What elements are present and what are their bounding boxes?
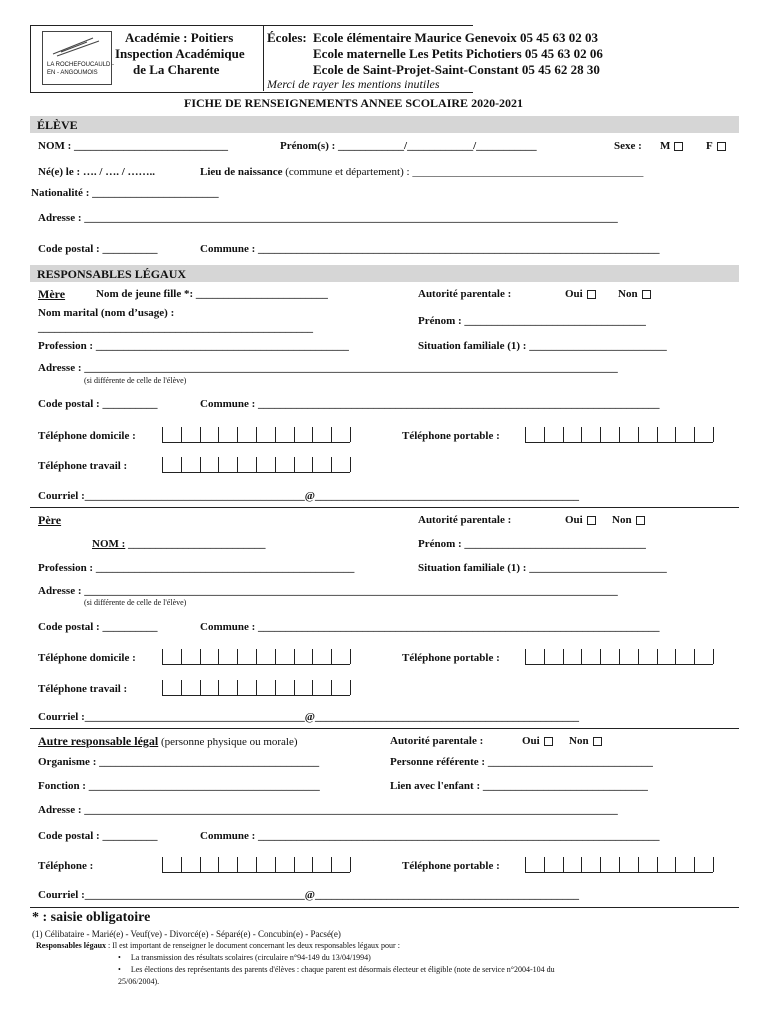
bullet-2-continued: 25/06/2004). (118, 977, 160, 986)
digit-separator (544, 649, 545, 664)
autre-personne-referente-field[interactable]: Personne référente : ______________________________ (390, 756, 653, 768)
pere-tel-domicile-label: Téléphone domicile : (38, 652, 136, 664)
digit-separator (312, 457, 313, 472)
digit-separator (600, 427, 601, 442)
digit-separator (162, 649, 163, 664)
oui-label: Oui (522, 735, 540, 747)
eleve-commune-field[interactable]: Commune : _________________________________________________________________________ (200, 243, 660, 255)
school-3: Ecole de Saint-Projet-Saint-Constant 05 45 62 28 30 (313, 62, 600, 77)
eleve-lieu-naissance-field[interactable] (200, 166, 643, 178)
academy-line-2: Inspection Académique (115, 46, 245, 61)
digit-separator (331, 649, 332, 664)
pere-adresse-field[interactable]: Adresse : _________________________________________________________________________________________________ (38, 585, 618, 597)
autre-telephone-boxes[interactable] (162, 857, 350, 873)
resp-label: Responsables légaux (36, 941, 107, 950)
non-label: Non (569, 735, 589, 747)
mere-tel-portable-label: Téléphone portable : (402, 430, 500, 442)
mere-nom-jeune-fille-field[interactable]: Nom de jeune fille *: ________________________ (96, 288, 328, 300)
digit-separator (181, 649, 182, 664)
digit-separator (331, 457, 332, 472)
pere-nom-label: NOM : (92, 538, 126, 550)
mere-title: Mère (38, 287, 66, 301)
header-divider (263, 25, 264, 91)
digit-separator (563, 427, 564, 442)
digit-separator (275, 427, 276, 442)
autre-title (38, 734, 298, 749)
pere-autorite-non[interactable] (612, 514, 645, 526)
oui-label: Oui (565, 288, 583, 300)
resp-text: : Il est important de renseigner le document concernant les deux responsables légaux pour : (106, 941, 400, 950)
mere-autorite-label: Autorité parentale : (418, 288, 512, 300)
pere-tel-travail-boxes[interactable] (162, 680, 350, 696)
digit-separator (657, 427, 658, 442)
autre-oui-checkbox[interactable] (544, 737, 553, 746)
autre-fonction-field[interactable]: Fonction : __________________________________________ (38, 780, 320, 792)
digit-separator (237, 427, 238, 442)
digit-separator (525, 649, 526, 664)
autre-title-label: Autre responsable légal (38, 734, 159, 748)
schools-label: Écoles: (267, 30, 307, 45)
digit-separator (218, 427, 219, 442)
mere-tel-travail-boxes[interactable] (162, 457, 350, 473)
digit-separator (275, 680, 276, 695)
digit-separator (619, 857, 620, 872)
eleve-nationalite-field[interactable]: Nationalité : _______________________ (31, 187, 219, 199)
digit-separator (294, 680, 295, 695)
digit-separator (675, 649, 676, 664)
digit-separator (638, 427, 639, 442)
digit-separator (638, 857, 639, 872)
digit-separator (294, 427, 295, 442)
mere-tel-portable-boxes[interactable] (525, 427, 713, 443)
bullet-icon: • (118, 965, 131, 974)
digit-separator (218, 649, 219, 664)
pere-nom-field[interactable] (92, 538, 266, 550)
header-note: Merci de rayer les mentions inutiles (267, 77, 440, 91)
autre-subtitle: (personne physique ou morale) (158, 736, 298, 748)
digit-separator (713, 857, 714, 872)
pere-courriel-field[interactable]: Courriel :________________________________________@________________________________________________ (38, 711, 579, 723)
eleve-sexe-m[interactable] (660, 140, 683, 152)
page-title: FICHE DE RENSEIGNEMENTS ANNEE SCOLAIRE 2020-2021 (184, 96, 524, 110)
digit-separator (256, 857, 257, 872)
mere-courriel-field[interactable]: Courriel :________________________________________@________________________________________________ (38, 490, 579, 502)
digit-separator (162, 857, 163, 872)
digit-separator (218, 680, 219, 695)
pere-non-checkbox[interactable] (636, 516, 645, 525)
mere-tel-domicile-label: Téléphone domicile : (38, 430, 136, 442)
eleve-sexe-f[interactable] (706, 140, 726, 152)
mere-adresse-note: (si différente de celle de l'élève) (84, 376, 187, 385)
digit-separator (256, 649, 257, 664)
digit-separator (275, 857, 276, 872)
autre-code-postal-field[interactable]: Code postal : __________ (38, 830, 158, 842)
digit-separator (350, 457, 351, 472)
digit-separator (294, 649, 295, 664)
digit-separator (544, 857, 545, 872)
autre-lien-field[interactable]: Lien avec l'enfant : ______________________________ (390, 780, 648, 792)
digit-separator (675, 427, 676, 442)
sexe-f-label: F (706, 140, 713, 152)
pere-prenom-field[interactable]: Prénom : _________________________________ (418, 538, 646, 550)
digit-separator (181, 457, 182, 472)
digit-separator (181, 427, 182, 442)
pere-commune-field[interactable]: Commune : _________________________________________________________________________ (200, 621, 660, 633)
pere-tel-portable-label: Téléphone portable : (402, 652, 500, 664)
digit-separator (638, 649, 639, 664)
digit-separator (544, 427, 545, 442)
saisie-obligatoire: * : saisie obligatoire (32, 910, 151, 925)
autre-autorite-non[interactable] (569, 735, 602, 747)
digit-separator (200, 649, 201, 664)
logo-text-2: EN - ANGOUMOIS (47, 70, 98, 76)
bullet-2 (118, 965, 555, 974)
digit-separator (256, 680, 257, 695)
digit-separator (657, 857, 658, 872)
pere-oui-checkbox[interactable] (587, 516, 596, 525)
sexe-m-checkbox[interactable] (674, 142, 683, 151)
autre-telephone-label: Téléphone : (38, 860, 94, 872)
digit-separator (350, 649, 351, 664)
digit-separator (581, 857, 582, 872)
eleve-prenoms-field[interactable]: Prénom(s) : ____________/____________/___________ (280, 140, 537, 152)
digit-separator (162, 680, 163, 695)
mere-code-postal-field[interactable]: Code postal : __________ (38, 398, 158, 410)
pere-adresse-note: (si différente de celle de l'élève) (84, 598, 187, 607)
digit-separator (294, 457, 295, 472)
digit-separator (694, 857, 695, 872)
eleve-naissance-field[interactable]: Né(e) le : …. / …. / …….. (38, 166, 155, 178)
pere-profession-field[interactable]: Profession : _______________________________________________ (38, 562, 355, 574)
sexe-m-label: M (660, 140, 671, 152)
autre-commune-field[interactable]: Commune : _________________________________________________________________________ (200, 830, 660, 842)
section-responsables (30, 265, 739, 282)
eleve-sexe-label: Sexe : (614, 140, 642, 152)
mere-oui-checkbox[interactable] (587, 290, 596, 299)
digit-separator (331, 857, 332, 872)
digit-separator (200, 427, 201, 442)
digit-separator (694, 427, 695, 442)
digit-separator (218, 457, 219, 472)
lieu-label: Lieu de naissance (200, 166, 283, 178)
non-label: Non (612, 514, 632, 526)
digit-separator (200, 457, 201, 472)
digit-separator (694, 649, 695, 664)
eleve-adresse-field[interactable]: Adresse : _________________________________________________________________________________________________ (38, 212, 618, 224)
digit-separator (600, 857, 601, 872)
digit-separator (200, 680, 201, 695)
digit-separator (162, 457, 163, 472)
separator-pere-autre (30, 728, 739, 729)
digit-separator (713, 649, 714, 664)
lieu-rest: (commune et département) : __________________________________________ (282, 166, 644, 178)
mere-nom-marital-field[interactable]: __________________________________________________ (38, 322, 313, 334)
digit-separator (312, 680, 313, 695)
mere-situation-field[interactable]: Situation familiale (1) : _________________________ (418, 340, 667, 352)
digit-separator (237, 680, 238, 695)
digit-separator (581, 649, 582, 664)
pere-nom-line: _________________________ (125, 538, 266, 550)
digit-separator (275, 457, 276, 472)
sexe-f-checkbox[interactable] (717, 142, 726, 151)
digit-separator (331, 680, 332, 695)
bullet-icon: • (118, 953, 131, 962)
digit-separator (600, 649, 601, 664)
bullet-1 (118, 953, 371, 962)
digit-separator (237, 457, 238, 472)
digit-separator (350, 427, 351, 442)
digit-separator (350, 857, 351, 872)
pere-autorite-oui[interactable] (565, 514, 596, 526)
digit-separator (619, 649, 620, 664)
digit-separator (181, 680, 182, 695)
digit-separator (256, 457, 257, 472)
autre-tel-portable-boxes[interactable] (525, 857, 713, 873)
digit-separator (312, 857, 313, 872)
pere-code-postal-field[interactable]: Code postal : __________ (38, 621, 158, 633)
academy-line-3: de La Charente (133, 62, 220, 77)
mere-non-checkbox[interactable] (642, 290, 651, 299)
separator-mere-pere (30, 507, 739, 508)
digit-separator (675, 857, 676, 872)
digit-separator (713, 427, 714, 442)
autre-autorite-oui[interactable] (522, 735, 553, 747)
school-2: Ecole maternelle Les Petits Pichotiers 05 45 63 02 06 (313, 46, 603, 61)
section-responsables-label: RESPONSABLES LÉGAUX (37, 267, 187, 281)
pere-tel-domicile-boxes[interactable] (162, 649, 350, 665)
pere-title: Père (38, 513, 62, 527)
digit-separator (563, 857, 564, 872)
autre-tel-portable-label: Téléphone portable : (402, 860, 500, 872)
digit-separator (162, 427, 163, 442)
autre-non-checkbox[interactable] (593, 737, 602, 746)
mere-profession-field[interactable]: Profession : ______________________________________________ (38, 340, 349, 352)
digit-separator (218, 857, 219, 872)
mere-commune-field[interactable]: Commune : _________________________________________________________________________ (200, 398, 660, 410)
digit-separator (200, 857, 201, 872)
mere-prenom-field[interactable]: Prénom : _________________________________ (418, 315, 646, 327)
digit-separator (619, 427, 620, 442)
digit-separator (256, 427, 257, 442)
mere-tel-domicile-boxes[interactable] (162, 427, 350, 443)
digit-separator (525, 857, 526, 872)
digit-separator (312, 427, 313, 442)
eleve-code-postal-field[interactable]: Code postal : __________ (38, 243, 158, 255)
non-label: Non (618, 288, 638, 300)
bullet-1-text: La transmission des résultats scolaires (circulaire n°94-149 du 13/04/1994) (130, 953, 371, 962)
pere-autorite-label: Autorité parentale : (418, 514, 512, 526)
separator-footer (30, 907, 739, 908)
digit-separator (181, 857, 182, 872)
pere-tel-travail-label: Téléphone travail : (38, 683, 128, 695)
digit-separator (350, 680, 351, 695)
mere-tel-travail-label: Téléphone travail : (38, 460, 128, 472)
digit-separator (525, 427, 526, 442)
oui-label: Oui (565, 514, 583, 526)
mere-autorite-oui[interactable] (565, 288, 596, 300)
digit-separator (237, 649, 238, 664)
pere-situation-field[interactable]: Situation familiale (1) : _________________________ (418, 562, 667, 574)
autre-organisme-field[interactable]: Organisme : ________________________________________ (38, 756, 320, 768)
autre-adresse-field[interactable]: Adresse : _________________________________________________________________________________________________ (38, 804, 618, 816)
section-eleve-label: ÉLÈVE (37, 118, 78, 132)
mere-nom-marital-label: Nom marital (nom d’usage) : (38, 307, 175, 319)
logo-signature-icon (43, 32, 111, 62)
digit-separator (331, 427, 332, 442)
digit-separator (581, 427, 582, 442)
situations-list: (1) Célibataire - Marié(e) - Veuf(ve) - Divorcé(e) - Séparé(e) - Concubin(e) - Pacsé(e) (32, 929, 341, 939)
digit-separator (657, 649, 658, 664)
digit-separator (275, 649, 276, 664)
academy-line-1: Académie : Poitiers (125, 30, 234, 45)
school-1: Ecole élémentaire Maurice Genevoix 05 45 63 02 03 (313, 30, 598, 45)
mere-autorite-non[interactable] (618, 288, 651, 300)
digit-separator (237, 857, 238, 872)
mere-adresse-field[interactable]: Adresse : _________________________________________________________________________________________________ (38, 362, 618, 374)
school-logo (42, 31, 115, 85)
autre-autorite-label: Autorité parentale : (390, 735, 484, 747)
digit-separator (563, 649, 564, 664)
autre-courriel-field[interactable]: Courriel :________________________________________@________________________________________________ (38, 889, 579, 901)
section-eleve (30, 116, 739, 133)
responsables-note (36, 941, 400, 950)
digit-separator (294, 857, 295, 872)
digit-separator (312, 649, 313, 664)
eleve-nom-field[interactable]: NOM : ____________________________ (38, 140, 229, 152)
logo-text-1: LA ROCHEFOUCAULD - (47, 62, 115, 68)
pere-tel-portable-boxes[interactable] (525, 649, 713, 665)
bullet-2-text: Les élections des représentants des parents d'élèves : chaque parent est désormais électeur et éligible (note de service n°2004-104 du (130, 965, 555, 974)
